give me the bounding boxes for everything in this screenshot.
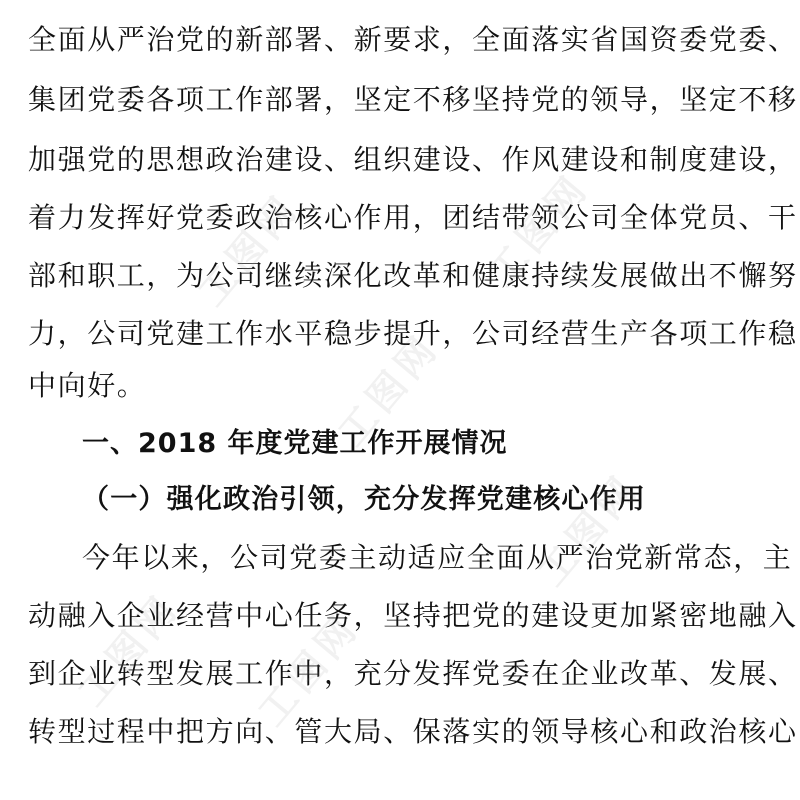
watermark: 工图网	[249, 605, 368, 735]
text-line-2: 集团党委各项工作部署，坚定不移坚持党的领导，坚定不移	[28, 83, 798, 116]
text-line-1: 全面从严治党的新部署、新要求，全面落实省国资委党委、	[28, 23, 798, 56]
body-line-2: 动融入企业经营中心任务，坚持把党的建设更加紧密地融入	[28, 599, 798, 632]
text-line-4: 着力发挥好党委政治核心作用，团结带领公司全体党员、干	[28, 201, 798, 234]
body-line-3: 到企业转型发展工作中，充分发挥党委在企业改革、发展、	[28, 657, 798, 690]
section-heading: 一、2018 年度党建工作开展情况	[82, 428, 508, 459]
subsection-heading: （一）强化政治引领，充分发挥党建核心作用	[82, 484, 646, 515]
watermark: 工图网	[529, 465, 648, 595]
watermark: 工图网	[479, 165, 598, 295]
text-line-7: 中向好。	[28, 369, 147, 402]
text-line-5: 部和职工，为公司继续深化改革和健康持续发展做出不懈努	[28, 259, 798, 292]
body-line-1: 今年以来，公司党委主动适应全面从严治党新常态，主	[82, 541, 793, 574]
body-line-4: 转型过程中把方向、管大局、保落实的领导核心和政治核心	[28, 715, 798, 748]
watermark: 工图网	[69, 585, 188, 715]
watermark: 工图网	[189, 185, 308, 315]
text-line-3: 加强党的思想政治建设、组织建设、作风建设和制度建设，	[28, 143, 798, 176]
text-line-6: 力，公司党建工作水平稳步提升，公司经营生产各项工作稳	[28, 317, 798, 350]
watermark: 工图网	[329, 325, 448, 455]
